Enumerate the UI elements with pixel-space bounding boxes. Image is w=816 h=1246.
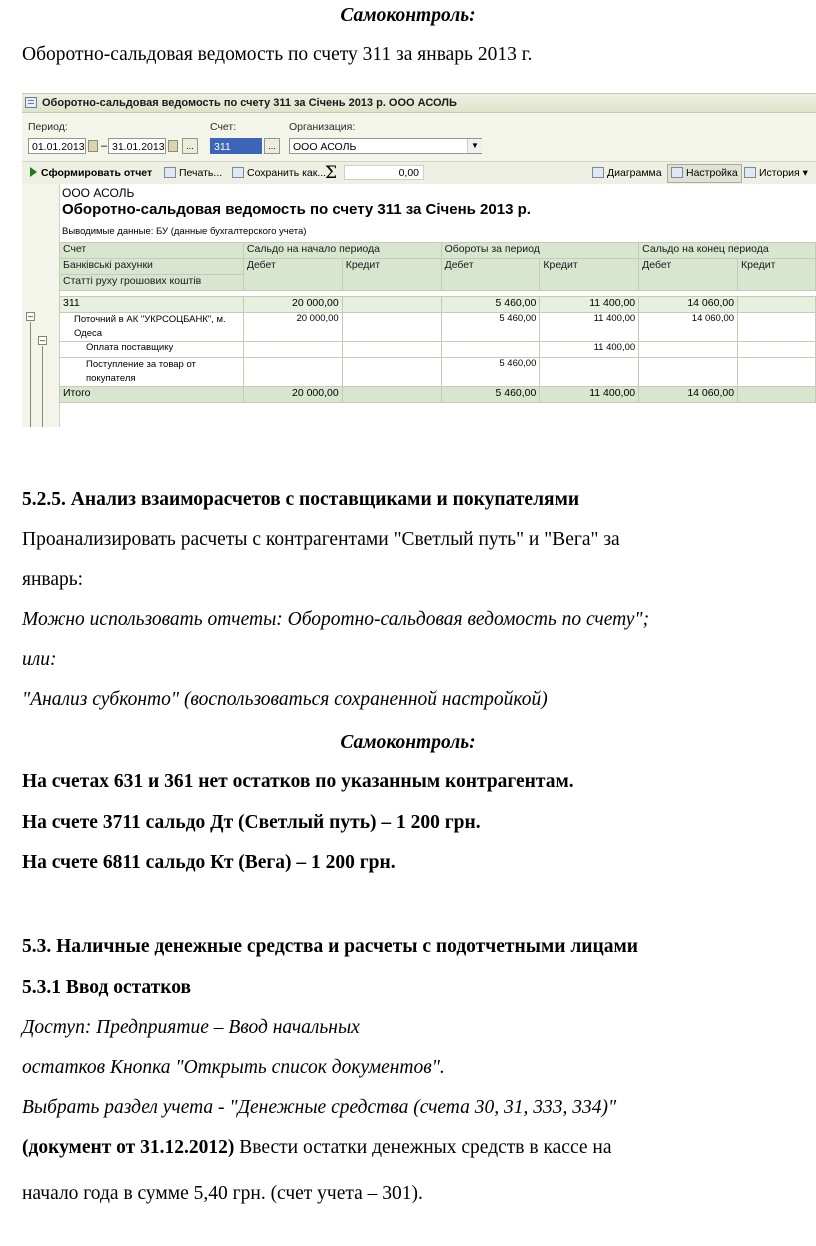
header-turnover: Обороты за период — [441, 243, 639, 259]
check-result-line: На счетах 631 и 361 нет остатков по указанным контрагентам. — [22, 771, 574, 792]
closing-credit-cell — [738, 387, 816, 403]
header-closing-balance: Сальдо на конец периода — [639, 243, 816, 259]
hint-text-line: Можно использовать отчеты: Оборотно-сальдовая ведомость по счету"; — [22, 609, 650, 630]
opening-debit-cell: 20 000,00 — [243, 313, 342, 342]
turnover-balance-table — [59, 242, 816, 403]
task-text-line: Проанализировать расчеты с контрагентами "Светлый путь" и "Вега" за — [22, 529, 620, 550]
history-button[interactable] — [744, 162, 808, 184]
generate-report-button[interactable] — [30, 162, 152, 184]
report-output-data: Выводимые данные: БУ (данные бухгалтерского учета) — [62, 226, 307, 237]
row-cashflow-item: Оплата поставщику — [60, 342, 244, 358]
period-dash: – — [101, 140, 108, 152]
turnover-debit-cell: 5 460,00 — [441, 387, 540, 403]
settings-list-icon — [671, 167, 683, 178]
header-cashflow-items: Статті руху грошових коштів — [60, 275, 244, 291]
access-text-line: Выбрать раздел учета - "Денежные средства (счета 30, 31, 333, 334)" — [22, 1097, 617, 1118]
account-label: Счет: — [210, 121, 237, 133]
turnover-debit-cell — [441, 342, 540, 358]
chart-icon — [592, 167, 604, 178]
floppy-disk-icon — [232, 167, 244, 178]
document-date-bold: (документ от 31.12.2012) — [22, 1137, 235, 1158]
settings-label: Настройка — [686, 167, 738, 179]
chart-button[interactable] — [592, 162, 662, 184]
closing-debit-cell: 14 060,00 — [639, 387, 738, 403]
collapse-icon[interactable]: – — [27, 311, 33, 321]
sigma-icon[interactable]: Σ — [325, 163, 338, 183]
header-bank-accounts: Банківські рахунки — [60, 259, 244, 275]
date-to-input[interactable]: 31.01.2013 — [108, 138, 166, 154]
cashflow-item-name: Поступление за товар от — [86, 359, 196, 370]
closing-debit-cell: 14 060,00 — [639, 297, 738, 313]
date-from-input[interactable]: 01.01.2013 — [28, 138, 86, 154]
access-text-line: Доступ: Предприятие – Ввод начальных — [22, 1017, 360, 1038]
tree-line — [42, 346, 43, 427]
table-row[interactable] — [60, 313, 816, 342]
report-organization: ООО АСОЛЬ — [62, 186, 135, 200]
header-row — [60, 243, 816, 259]
header-debit: Дебет — [639, 259, 738, 291]
total-row[interactable] — [60, 387, 816, 403]
opening-debit-cell — [243, 342, 342, 358]
report-sheet — [22, 184, 816, 427]
printer-icon — [164, 167, 176, 178]
header-debit: Дебет — [441, 259, 540, 291]
opening-credit-cell — [342, 313, 441, 342]
section-5-3-heading: 5.3. Наличные денежные средства и расчеты с подотчетными лицами — [22, 936, 639, 957]
task-text-line: январь: — [22, 569, 84, 590]
instruction-rest: Ввести остатки денежных средств в кассе на — [234, 1137, 612, 1158]
bank-account-city: Одеса — [74, 328, 103, 339]
table-row[interactable] — [60, 342, 816, 358]
history-label: История ▾ — [759, 167, 808, 179]
organization-label: Организация: — [289, 121, 356, 133]
save-as-button[interactable] — [232, 162, 326, 184]
closing-debit-cell: 14 060,00 — [639, 313, 738, 342]
statement-subtitle: Оборотно-сальдовая ведомость по счету 311 за январь 2013 г. — [22, 44, 533, 65]
closing-debit-cell — [639, 342, 738, 358]
save-as-label: Сохранить как... — [247, 167, 327, 179]
header-row — [60, 259, 816, 275]
opening-debit-cell: 20 000,00 — [243, 297, 342, 313]
turnover-debit-cell: 5 460,00 — [441, 358, 540, 387]
header-account: Счет — [60, 243, 244, 259]
opening-credit-cell — [342, 297, 441, 313]
period-label: Период: — [28, 121, 68, 133]
report-parameters — [22, 113, 816, 161]
section-5-2-5-heading: 5.2.5. Анализ взаиморасчетов с поставщиками и покупателями — [22, 489, 580, 510]
closing-credit-cell — [738, 358, 816, 387]
header-debit: Дебет — [243, 259, 342, 291]
chart-label: Диаграмма — [607, 167, 662, 179]
instruction-line: начало года в сумме 5,40 грн. (счет учета – 301). — [22, 1183, 423, 1204]
turnover-credit-cell: 11 400,00 — [540, 297, 639, 313]
header-opening-balance: Сальдо на начало периода — [243, 243, 441, 259]
check-result-line: На счете 3711 сальдо Дт (Светлый путь) – 1 200 грн. — [22, 812, 481, 833]
turnover-credit-cell: 11 400,00 — [540, 313, 639, 342]
self-control-heading: Самоконтроль: — [340, 5, 476, 26]
report-title: Оборотно-сальдовая ведомость по счету 311 за Січень 2013 р. — [62, 201, 531, 218]
turnover-debit-cell: 5 460,00 — [441, 297, 540, 313]
account-select-button[interactable]: ... — [264, 138, 280, 154]
header-credit: Кредит — [342, 259, 441, 291]
chevron-down-icon[interactable]: ▼ — [467, 139, 482, 153]
closing-credit-cell — [738, 313, 816, 342]
history-icon — [744, 167, 756, 178]
report-window — [22, 93, 816, 427]
generate-report-label: Сформировать отчет — [41, 167, 153, 179]
window-title: Оборотно-сальдовая ведомость по счету 311 за Січень 2013 р. ООО АСОЛЬ — [42, 97, 457, 109]
header-credit: Кредит — [738, 259, 816, 291]
calendar-icon[interactable] — [168, 140, 178, 152]
account-input[interactable]: 311 — [210, 138, 262, 154]
print-button[interactable] — [164, 162, 222, 184]
organization-value: ООО АСОЛЬ — [293, 141, 357, 153]
access-text-line: остатков Кнопка "Открыть список документов". — [22, 1057, 445, 1078]
row-bank-account — [60, 313, 244, 342]
organization-select[interactable] — [289, 138, 482, 154]
print-label: Печать... — [179, 167, 223, 179]
opening-credit-cell — [342, 342, 441, 358]
report-icon — [25, 97, 37, 108]
hint-text-line: или: — [22, 649, 57, 670]
closing-credit-cell — [738, 297, 816, 313]
window-titlebar — [22, 94, 816, 113]
play-icon — [30, 167, 37, 177]
report-toolbar — [22, 161, 816, 185]
instruction-line — [22, 1136, 806, 1160]
opening-debit-cell: 20 000,00 — [243, 387, 342, 403]
opening-debit-cell — [243, 358, 342, 387]
opening-credit-cell — [342, 358, 441, 387]
closing-credit-cell — [738, 342, 816, 358]
row-account: 311 — [60, 297, 244, 313]
header-credit: Кредит — [540, 259, 639, 291]
turnover-credit-cell: 11 400,00 — [540, 342, 639, 358]
closing-debit-cell — [639, 358, 738, 387]
section-5-3-1-heading: 5.3.1 Ввод остатков — [22, 977, 192, 998]
settings-button[interactable] — [667, 164, 742, 183]
row-cashflow-item — [60, 358, 244, 387]
turnover-debit-cell: 5 460,00 — [441, 313, 540, 342]
selection-total: 0,00 — [344, 165, 424, 180]
table-row[interactable] — [60, 358, 816, 387]
cashflow-item-name-cont: покупателя — [86, 373, 136, 384]
table-row[interactable] — [60, 297, 816, 313]
check-result-line: На счете 6811 сальдо Кт (Вега) – 1 200 грн. — [22, 852, 396, 873]
calendar-icon[interactable] — [88, 140, 98, 152]
period-select-button[interactable]: ... — [182, 138, 198, 154]
tree-line — [30, 322, 31, 427]
opening-credit-cell — [342, 387, 441, 403]
turnover-credit-cell — [540, 358, 639, 387]
collapse-icon[interactable]: – — [39, 335, 45, 345]
total-label: Итого — [60, 387, 244, 403]
self-control-heading: Самоконтроль: — [340, 732, 476, 753]
turnover-credit-cell: 11 400,00 — [540, 387, 639, 403]
grouping-gutter — [22, 184, 60, 427]
hint-text-line: "Анализ субконто" (воспользоваться сохраненной настройкой) — [22, 689, 548, 710]
bank-account-name: Поточний в АК "УКРСОЦБАНК", м. — [74, 314, 226, 325]
